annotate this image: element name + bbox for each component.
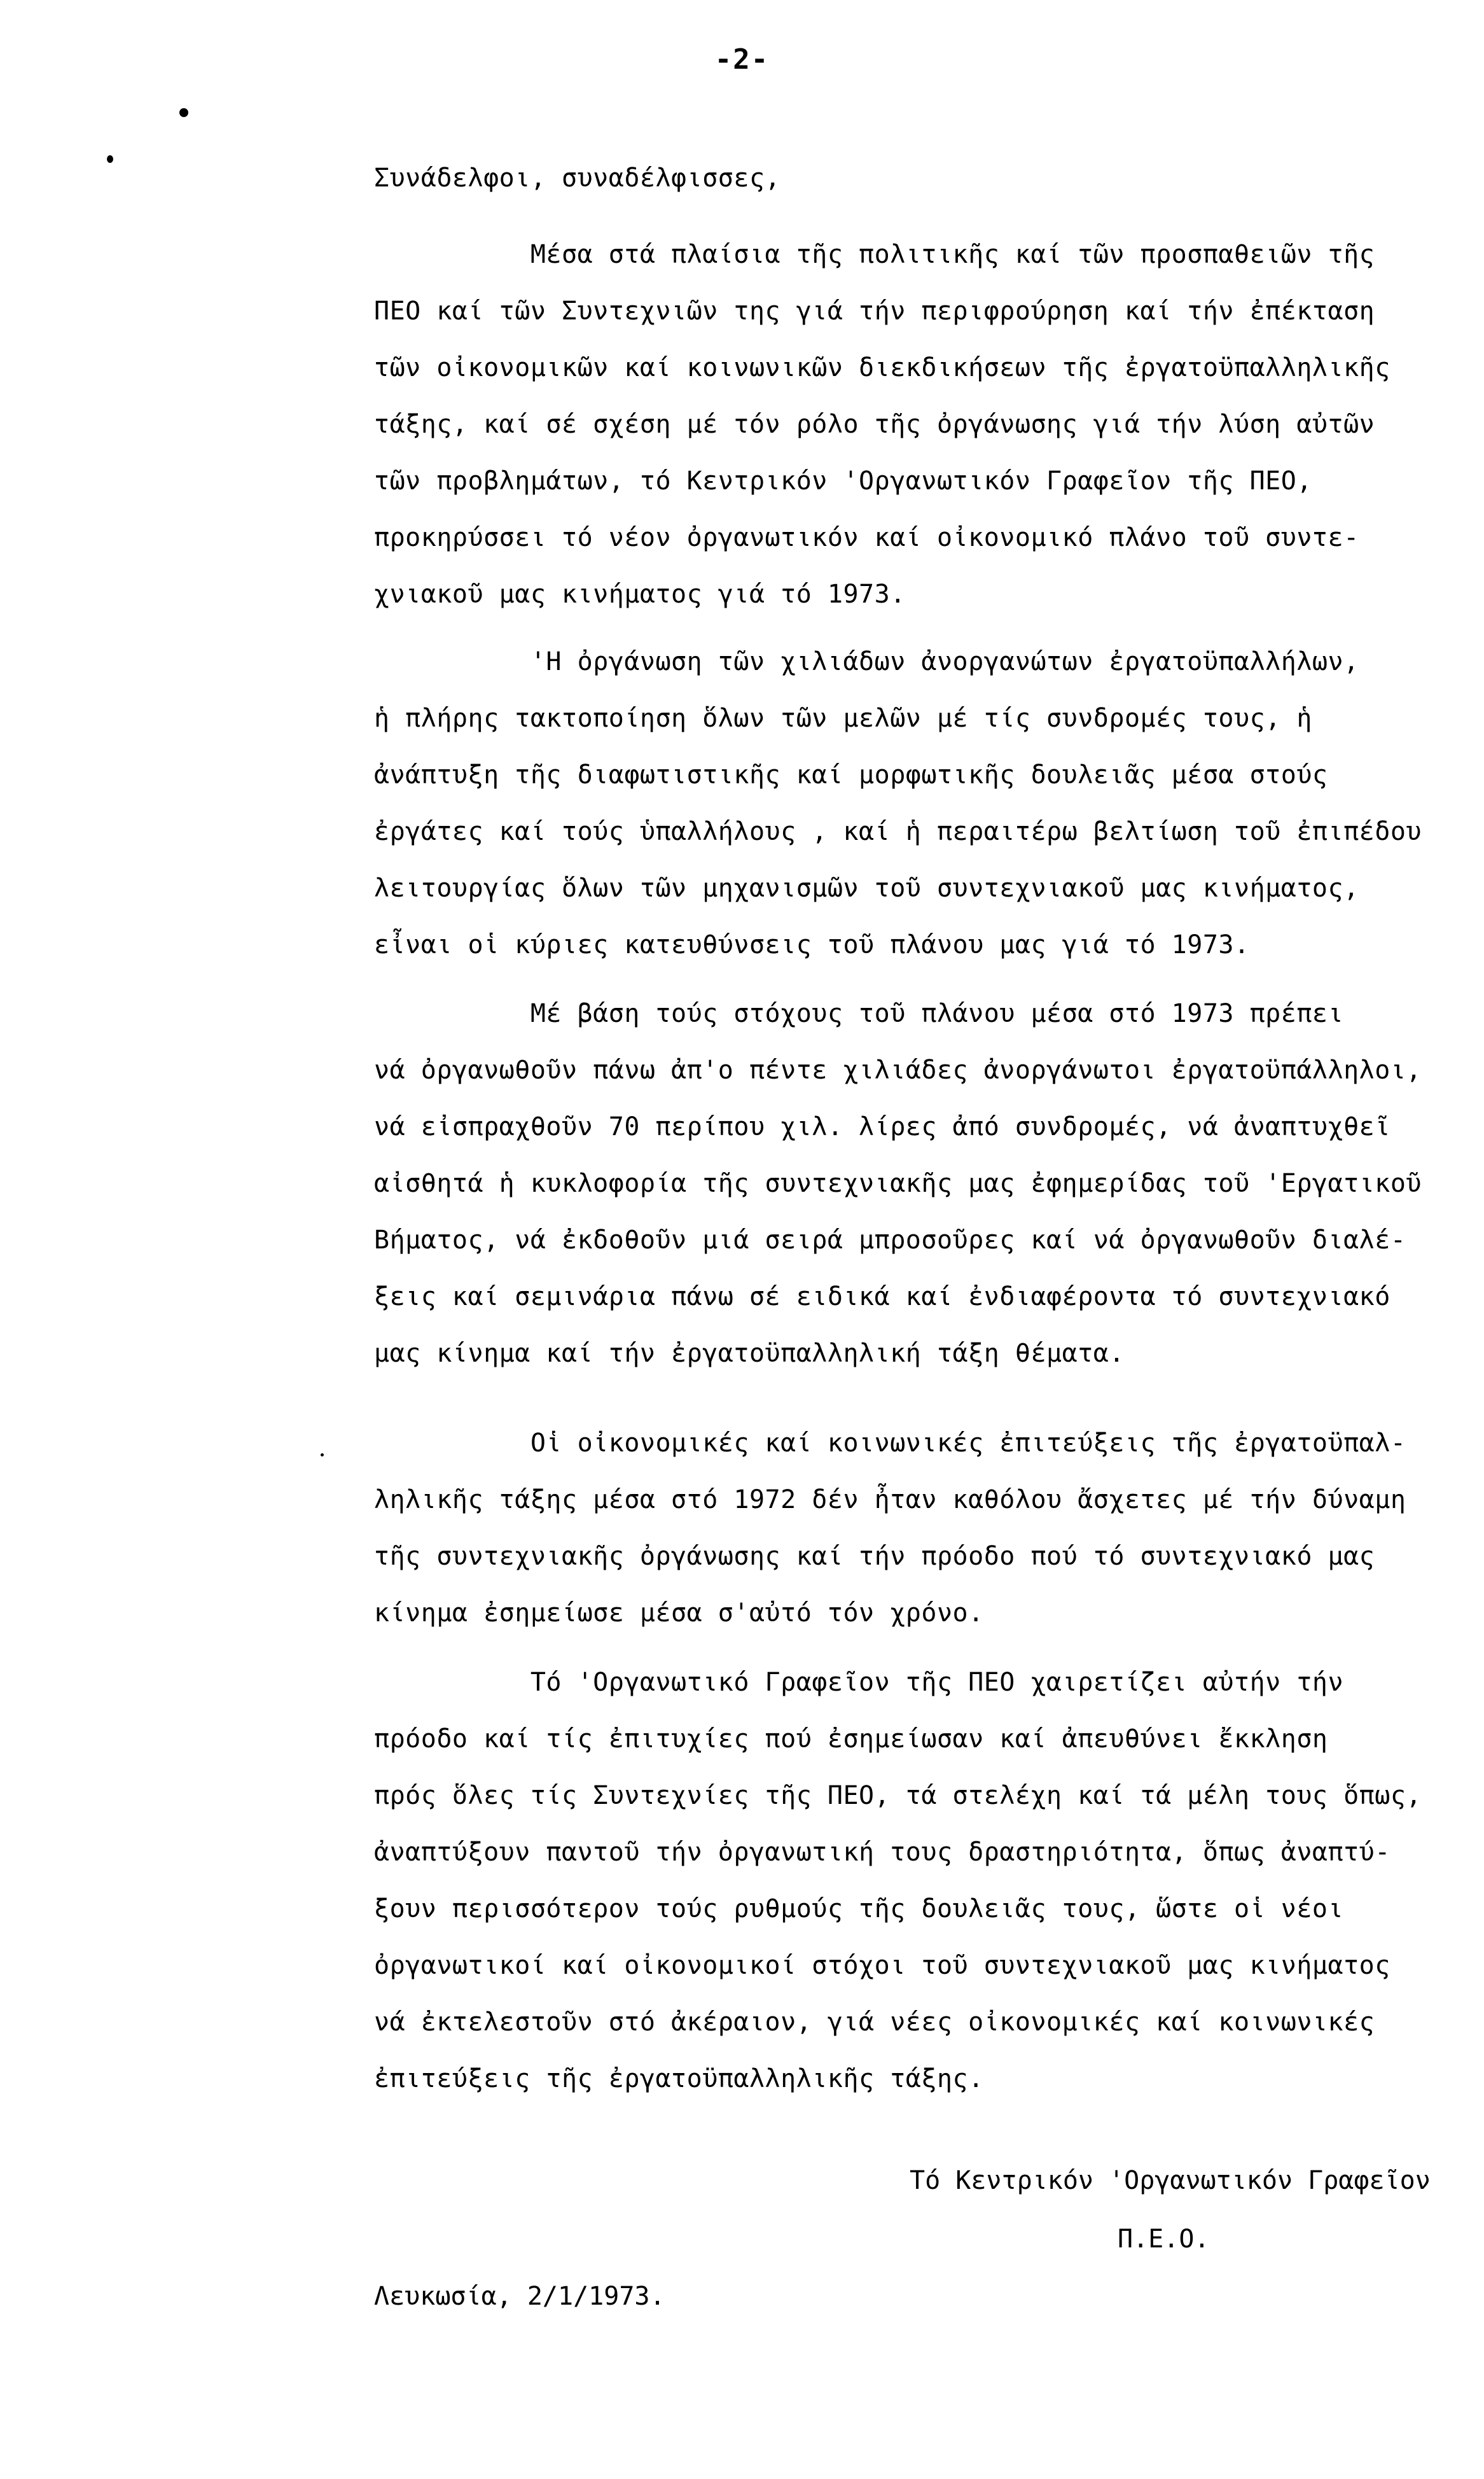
scan-speck — [179, 108, 188, 117]
date-line: Λευκωσία, 2/1/1973. — [374, 2282, 665, 2311]
paragraph: Μέ βάση τούς στόχους τοῦ πλάνου μέσα στό 1973 πρέπει νά ὀργανωθοῦν πάνω ἀπ'ο πέντε χιλιάδες ἀνοργάνωτοι ἐργατοϋπάλληλοι, νά εἰσπραχθοῦν 70 περίπου χιλ. λίρες ἀπό συνδρομές, νά ἀναπτυχθεῖ αἰσθητά ἡ κυκλοφορία τῆς συντεχνιακῆς μας ἐφημερίδας τοῦ 'Εργατικοῦ Βήματος, νά ἐκδοθοῦν μιά σειρά μπροσοῦρες καί νά ὀργανωθοῦν διαλέ- ξεις καί σεμινάρια πάνω σέ ειδικά καί ἐνδιαφέροντα τό συντεχνιακό μας κίνημα καί τήν ἐργατοϋπαλληλική τάξη θέματα. — [374, 999, 1422, 1368]
paragraph: Μέσα στά πλαίσια τῆς πολιτικῆς καί τῶν προσπαθειῶν τῆς ΠΕΟ καί τῶν Συντεχνιῶν της γιά τήν περιφρούρηση καί τήν ἐπέκταση τῶν οἰκονομικῶν καί κοινωνικῶν διεκδικήσεων τῆς ἐργατοϋπαλληλικῆς τάξης, καί σέ σχέση μέ τόν ρόλο τῆς ὀργάνωσης γιά τήν λύση αὐτῶν τῶν προβλημάτων, τό Κεντρικόν 'Οργανωτικόν Γραφεῖον τῆς ΠΕΟ, προκηρύσσει τό νέον ὀργανωτικόν καί οἰκονομικό πλάνο τοῦ συντε- χνιακοῦ μας κινήματος γιά τό 1973. — [374, 240, 1390, 609]
scan-speck — [321, 1453, 324, 1456]
paragraph: Οἱ οἰκονομικές καί κοινωνικές ἐπιτεύξεις τῆς ἐργατοϋπαλ- ληλικῆς τάξης μέσα στό 1972 δέν ἦταν καθόλου ἄσχετες μέ τήν δύναμη τῆς συντεχνιακῆς ὀργάνωσης καί τήν πρόοδο πού τό συντεχνιακό μας κίνημα ἐσημείωσε μέσα σ'αὐτό τόν χρόνο. — [374, 1428, 1406, 1628]
salutation: Συνάδελφοι, συναδέλφισσες, — [374, 164, 781, 193]
page-number: -2- — [714, 43, 770, 76]
paragraph: Τό 'Οργανωτικό Γραφεῖον τῆς ΠΕΟ χαιρετίζει αὐτήν τήν πρόοδο καί τίς ἐπιτυχίες πού ἐσημείωσαν καί ἀπευθύνει ἔκκληση πρός ὅλες τίς Συντεχνίες τῆς ΠΕΟ, τά στελέχη καί τά μέλη τους ὅπως, ἀναπτύξουν παντοῦ τήν ὀργανωτική τους δραστηριότητα, ὅπως ἀναπτύ- ξουν περισσότερον τούς ρυθμούς τῆς δουλειᾶς τους, ὥστε οἱ νέοι ὀργανωτικοί καί οἰκονομικοί στόχοι τοῦ συντεχνιακοῦ μας κινήματος νά ἐκτελεστοῦν στό ἀκέραιον, γιά νέες οἰκονομικές καί κοινωνικές ἐπιτεύξεις τῆς ἐργατοϋπαλληλικῆς τάξης. — [374, 1668, 1422, 2093]
signature-abbreviation: Π.Ε.Ο. — [1118, 2224, 1210, 2254]
signature-organization: Τό Κεντρικόν 'Οργανωτικόν Γραφεῖον — [910, 2166, 1431, 2195]
scan-speck — [107, 155, 113, 163]
paragraph: 'Η ὀργάνωση τῶν χιλιάδων ἀνοργανώτων ἐργατοϋπαλλήλων, ἡ πλήρης τακτοποίηση ὅλων τῶν μελῶν μέ τίς συνδρομές τους, ἡ ἀνάπτυξη τῆς διαφωτιστικῆς καί μορφωτικῆς δουλειᾶς μέσα στούς ἐργάτες καί τούς ὑπαλλήλους , καί ἡ περαιτέρω βελτίωση τοῦ ἐπιπέδου λειτουργίας ὅλων τῶν μηχανισμῶν τοῦ συντεχνιακοῦ μας κινήματος, εἶναι οἱ κύριες κατευθύνσεις τοῦ πλάνου μας γιά τό 1973. — [374, 647, 1422, 960]
